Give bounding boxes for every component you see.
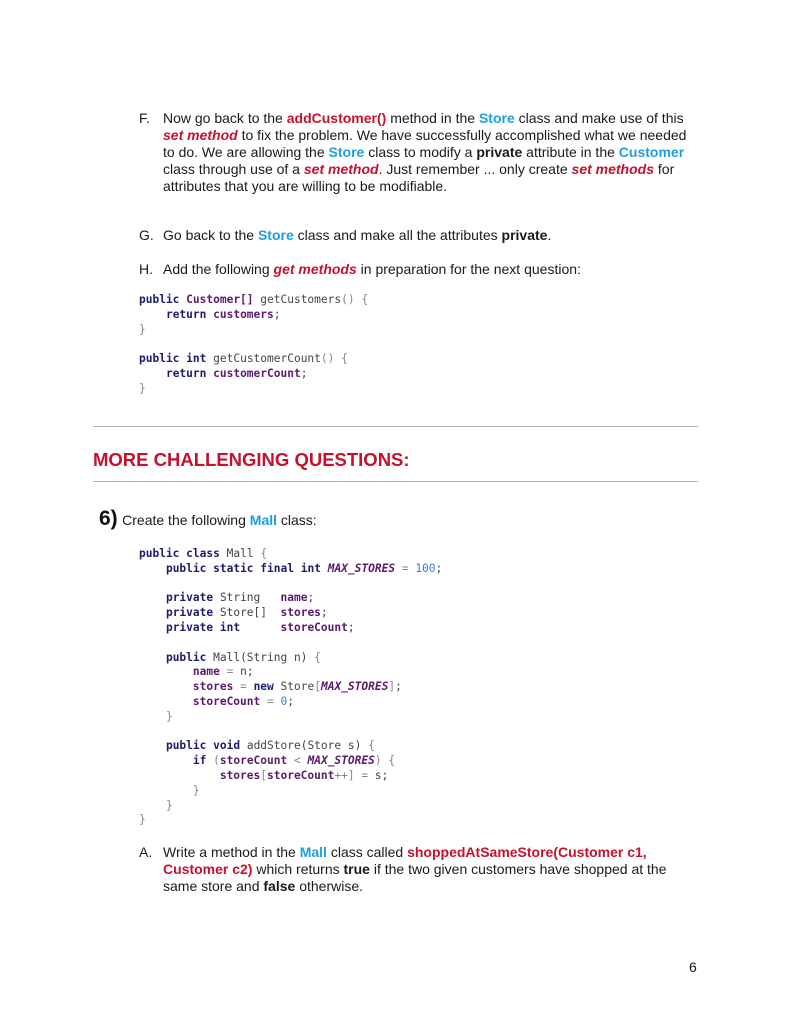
item-a [139,844,719,900]
section-rule-bottom [93,481,698,482]
item-g-text: Go back to the Store class and make all the attributes private. [163,227,552,243]
item-f-text: Now go back to the addCustomer() method in the Store class and make use of this set method to fix the problem. We have successfully accomplished what we needed to do. We are allowing the Store class to modify a private attribute in the Customer class through use of a set method. Just remember ... only create set methods for attributes that you are willing to be modifiable. [163,110,687,194]
item-h-letter: H. [139,261,153,277]
code-block-mall-class: public class Mall { public static final int MAX_STORES = 100; private String name; private Store[] stores; private int storeCount; public Mall(String n) { name = n; stores = new Store[MAX_STORES]; storeCount = 0; } public void addStore(Store s) { if (storeCount < MAX_STORES) { stores[storeCount++] = s; } } } [139,547,443,827]
code-block-get-methods: public Customer[] getCustomers() { return customers; } public int getCustomerCount() { return customerCount; } [139,293,369,395]
item-a-text: Write a method in the Mall class called shoppedAtSameStore(Customer c1, Customer c2) which returns true if the two given customers have shopped at the same store and false otherwise. [163,844,667,894]
question-6-text: Create the following Mall class: [122,512,317,528]
item-f [139,110,719,200]
section-title: MORE CHALLENGING QUESTIONS: [93,449,410,470]
item-g [139,227,719,247]
question-6 [99,507,699,533]
item-h-text: Add the following get methods in preparation for the next question: [163,261,581,277]
item-g-letter: G. [139,227,154,243]
section-rule-top [93,426,698,427]
item-h [139,261,719,281]
item-a-letter: A. [139,844,153,860]
page-number: 6 [689,959,697,975]
item-f-letter: F. [139,110,150,126]
question-number: 6) [99,507,118,530]
